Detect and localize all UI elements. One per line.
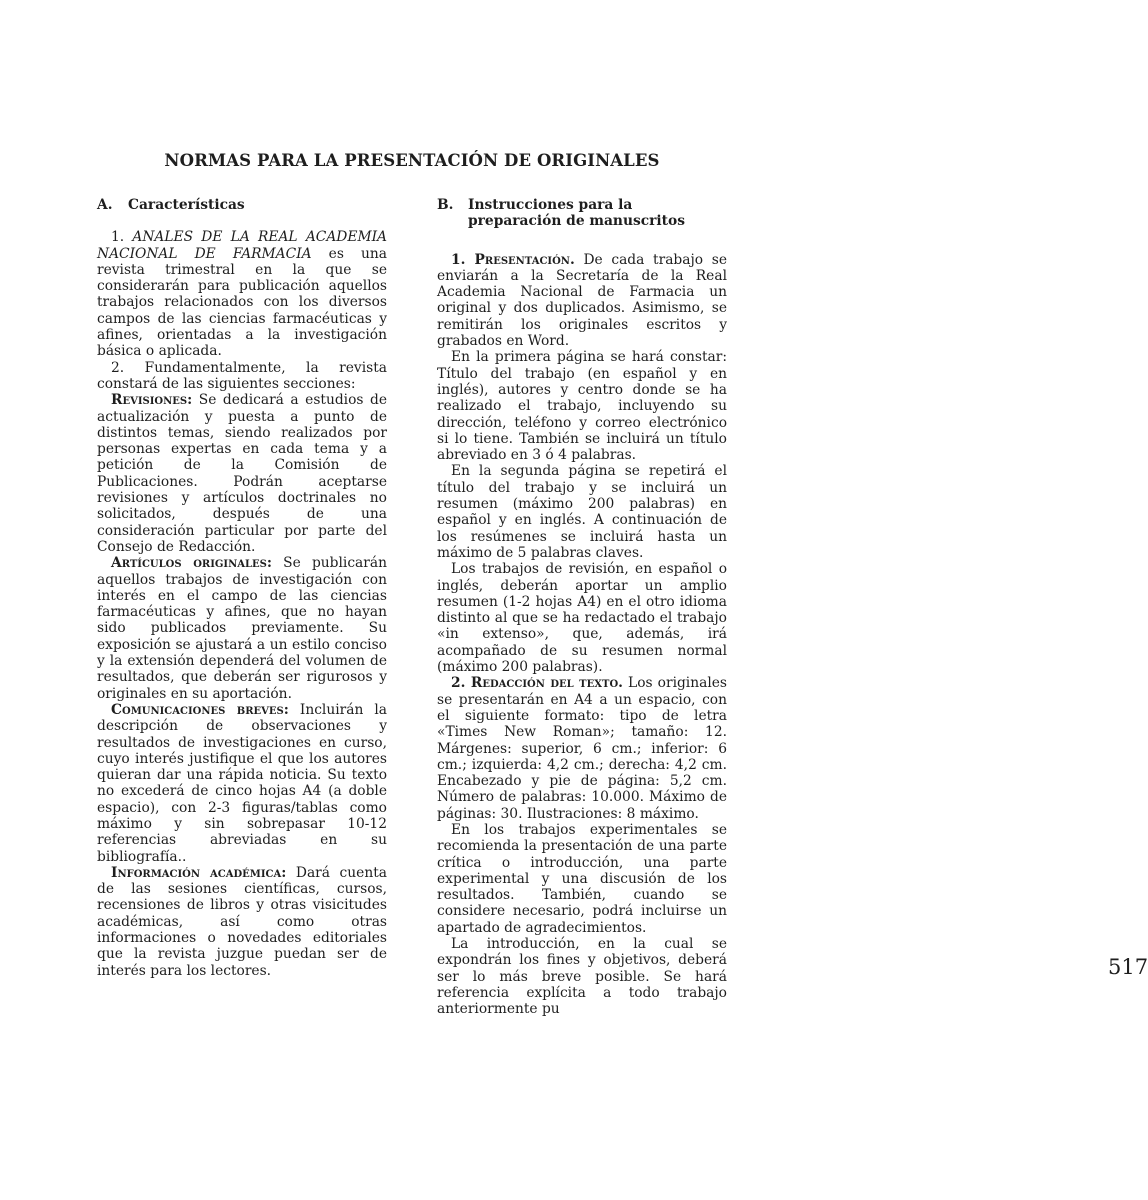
section-label-revisiones: Revisiones:	[111, 392, 193, 409]
paragraph-number: 2.	[451, 675, 471, 692]
paragraph-text: 2. Fundamentalmente, la revista constará de las siguientes secciones:	[97, 359, 387, 392]
paragraph-text: Dará cuenta de las sesiones científicas, cursos, recensiones de libros y otras visicitudes académicas, así como otras informaciones o novedades editoriales que la revista juzgue puedan ser de interés para los lectores.	[97, 864, 387, 979]
page-title: NORMAS PARA LA PRESENTACIÓN DE ORIGINALES	[164, 151, 660, 170]
paragraph-number: 1.	[451, 251, 475, 268]
section-a-title: Características	[128, 197, 245, 213]
paragraph-introduccion: La introducción, en la cual se expondrán los fines y objetivos, deberá ser lo más breve posible. Se hará referencia explícita a todo trabajo anteriormente pu	[437, 936, 727, 1018]
paragraph-number: 1.	[111, 229, 133, 246]
paragraph-text: es una revista trimestral en la que se considerarán para publicación aquellos trabajos relacionados con los diversos campos de las ciencias farmacéuticas y afines, orientadas a la investigación básica o aplicada.	[97, 245, 387, 360]
paragraph-text: Los originales se presentarán en A4 a un espacio, con el siguiente formato: tipo de letra «Times New Roman»; tamaño: 12. Márgenes: superior, 6 cm.; inferior: 6 cm.; izquierda: 4,2 cm.; derecha: 4,2 cm. Encabezado y pie de página: 5,2 cm. Número de palabras: 10.000. Máximo de páginas: 30. Ilustraciones: 8 máximo.	[437, 675, 727, 822]
paragraph-experimentales: En los trabajos experimentales se recomienda la presentación de una parte crítica o introducción, una parte experimental y una discusión de los resultados. También, cuando se considere necesario, podrá incluirse un apartado de agradecimientos.	[437, 821, 727, 936]
journal-name: ANALES DE LA REAL ACADEMIA NACIONAL DE FARMACIA	[97, 229, 387, 262]
section-label-informacion: Información académica:	[111, 864, 287, 881]
section-a-letter: A.	[97, 197, 113, 213]
right-column	[437, 197, 1148, 1018]
paragraph-anales	[97, 229, 387, 359]
section-b-heading	[437, 197, 727, 230]
paragraph-revisiones	[97, 392, 387, 555]
section-b-letter: B.	[437, 197, 454, 213]
paragraph-primera-pagina: En la primera página se hará constar: Título del trabajo (en español y en inglés), autores y centro donde se ha realizado el trabajo, incluyendo su dirección, teléfono y correo electrónico si lo tiene. También se incluirá un título abreviado en 3 ó 4 palabras.	[437, 349, 727, 464]
section-b-title: Instrucciones para la preparación de manuscritos	[468, 197, 686, 230]
left-column	[97, 197, 387, 979]
section-label-comunicaciones: Comunicaciones breves:	[111, 701, 289, 718]
paragraph-text: Se publicarán aquellos trabajos de investigación con interés en el campo de las ciencias farmacéuticas y afines, que no hayan sido publicados previamente. Su exposición se ajustará a un estilo conciso y la extensión dependerá del volumen de resultados, que deberán ser rigurosos y originales en su aportación.	[97, 555, 387, 702]
page-number: 517	[1108, 955, 1148, 979]
paragraph-segunda-pagina: En la segunda página se repetirá el título del trabajo y se incluirá un resumen (máximo 200 palabras) en español y en inglés. A continuación de los resúmenes se incluirá hasta un máximo de 5 palabras claves.	[437, 463, 727, 561]
paragraph-revision: Los trabajos de revisión, en español o inglés, deberán aportar un amplio resumen (1-2 hojas A4) en el otro idioma distinto al que se ha redactado el trabajo «in extenso», que, además, irá acompañado de su resumen normal (máximo 200 palabras).	[437, 561, 727, 676]
section-label-presentacion: Presentación.	[474, 251, 575, 268]
paragraph-text: Se dedicará a estudios de actualización y puesta a punto de distintos temas, siendo realizados por personas expertas en cada tema y a petición de la Comisión de Publicaciones. Podrán aceptarse revisiones y artículos doctrinales no solicitados, después de una consideración particular por parte del Consejo de Redacción.	[97, 392, 387, 555]
paragraph-redaccion	[437, 675, 727, 822]
paragraph-presentacion	[437, 252, 727, 350]
paragraph-secciones	[97, 360, 387, 393]
paragraph-comunicaciones	[97, 702, 387, 865]
section-label-articulos: Artículos originales:	[111, 555, 272, 572]
paragraph-articulos	[97, 555, 387, 702]
paragraph-text: Incluirán la descripción de observaciones y resultados de investigaciones en curso, cuyo interés justifique el que los autores quieran dar una rápida noticia. Su texto no excederá de cinco hojas A4 (a doble espacio), con 2-3 figuras/tablas como máximo y sin sobrepasar 10-12 referencias abreviadas en su bibliografía..	[97, 701, 387, 865]
paragraph-text: De cada trabajo se enviarán a la Secretaría de la Real Academia Nacional de Farmacia un original y dos duplicados. Asimismo, se remitirán los originales escritos y grabados en Word.	[437, 251, 727, 350]
section-a-heading	[97, 197, 387, 213]
paragraph-informacion	[97, 865, 387, 979]
section-label-redaccion: Redacción del texto.	[470, 675, 623, 692]
